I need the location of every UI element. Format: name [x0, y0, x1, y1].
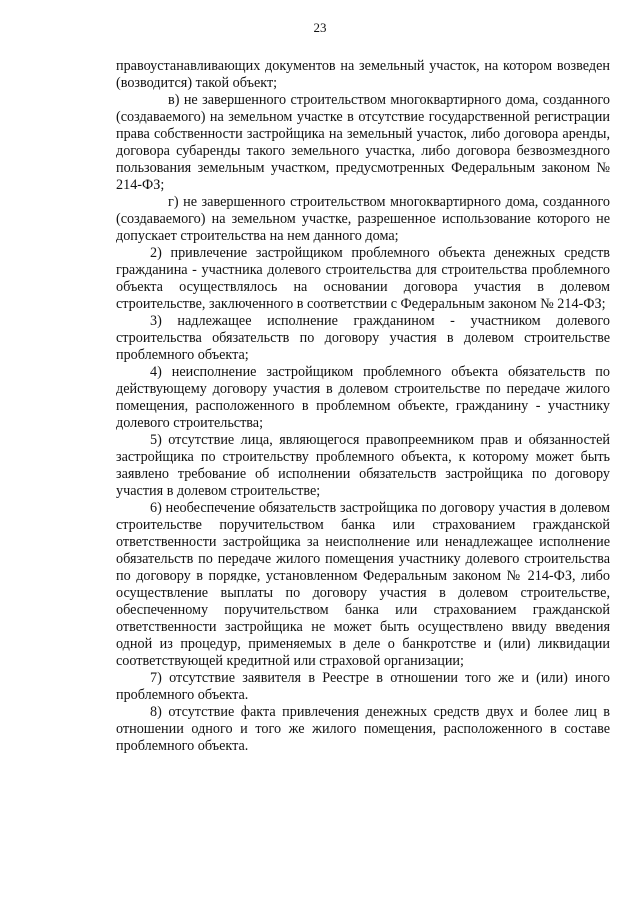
paragraph-item-5: 5) отсутствие лица, являющегося правопреемником прав и обязанностей застройщика по строительству проблемного объекта, к которому может быть заявлено требование об исполнении обязательств застройщика по договору участия в долевом строительстве;: [116, 432, 610, 499]
paragraph-item-g: г) не завершенного строительством многоквартирного дома, созданного (создаваемого) на земельном участке, разрешенное использование которого не допускает строительства на нем данного дома;: [116, 194, 610, 244]
paragraph-item-v: в) не завершенного строительством многоквартирного дома, созданного (создаваемого) на земельном участке в отсутствие государственной регистрации права собственности застройщика на земельный участок, либо договора аренды, договора субаренды такого земельного участка, либо договора безвозмездного пользования земельным участком, предусмотренных Федеральным законом № 214-ФЗ;: [116, 92, 610, 193]
document-body: [116, 58, 610, 755]
paragraph-item-7: 7) отсутствие заявителя в Реестре в отношении того же и (или) иного проблемного объекта.: [116, 670, 610, 703]
paragraph-item-2: 2) привлечение застройщиком проблемного объекта денежных средств гражданина - участника долевого строительства для строительства проблемного объекта осуществлялось на основании договора участия в долевом строительстве, заключенного в соответствии с Федеральным законом № 214-ФЗ;: [116, 245, 610, 312]
paragraph-item-3: 3) надлежащее исполнение гражданином - участником долевого строительства обязательств по договору участия в долевом строительстве проблемного объекта;: [116, 313, 610, 363]
paragraph-item-6: 6) необеспечение обязательств застройщика по договору участия в долевом строительстве поручительством банка или страхованием гражданской ответственности застройщика за неисполнение или ненадлежащее исполнение обязательств по передаче жилого помещения участнику долевого строительства по договору в порядке, установленном Федеральным законом № 214-ФЗ, либо осуществление выплаты по договору участия в долевом строительстве, обеспеченному поручительством банка или страхованием гражданской ответственности застройщика не может быть осуществлено ввиду введения одной из процедур, применяемых в деле о банкротстве и (или) ликвидации соответствующей кредитной или страховой организации;: [116, 500, 610, 669]
paragraph-item-8: 8) отсутствие факта привлечения денежных средств двух и более лиц в отношении одного и того же жилого помещения, расположенного в составе проблемного объекта.: [116, 704, 610, 754]
paragraph-continuation: правоустанавливающих документов на земельный участок, на котором возведен (возводится) такой объект;: [116, 58, 610, 91]
page-number: 23: [313, 20, 327, 35]
paragraph-item-4: 4) неисполнение застройщиком проблемного объекта обязательств по действующему договору участия в долевом строительстве по передаче жилого помещения, расположенного в проблемном объекте, гражданину - участнику долевого строительства;: [116, 364, 610, 431]
